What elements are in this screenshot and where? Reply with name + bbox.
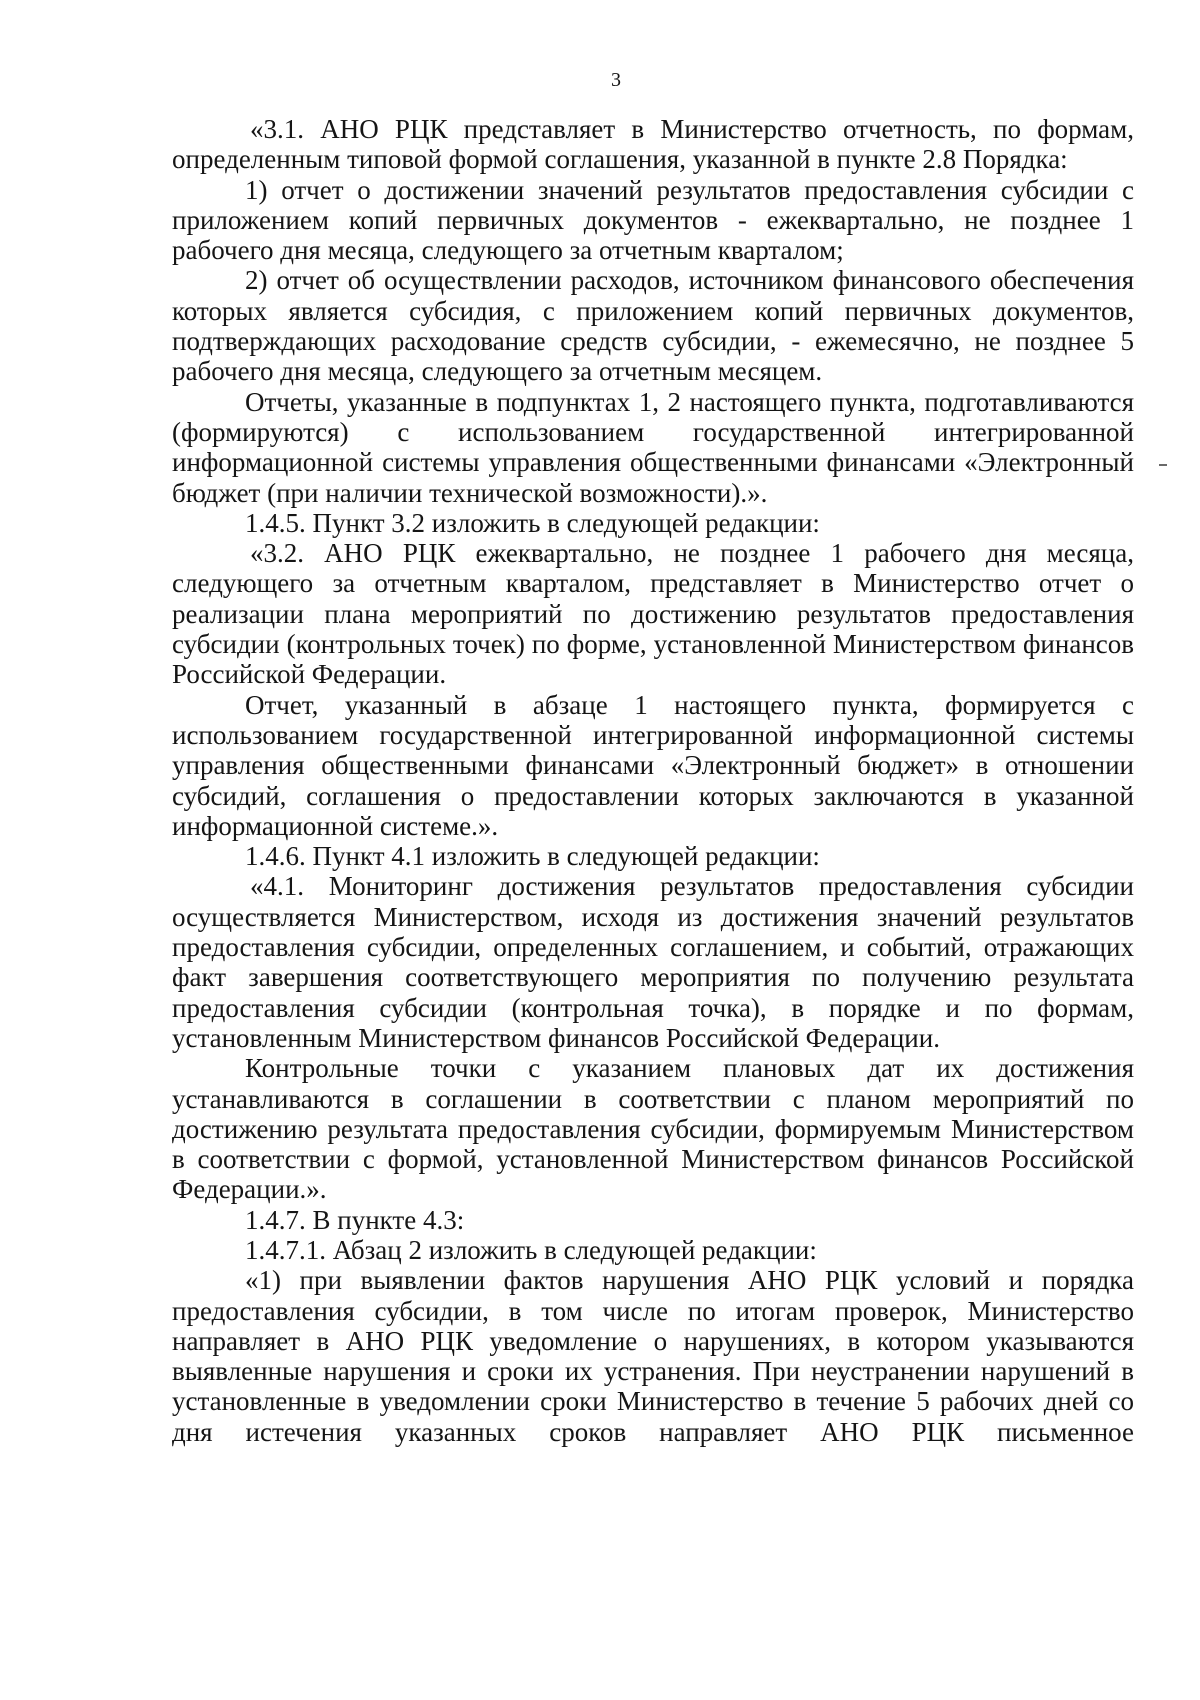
paragraph-item-1: 1) отчет о достижении значений результатов предоставления субсидии с приложением копий первичных документов - ежеквартально, не позднее 1 рабочего дня месяца, следующего за отчетным кварталом;: [172, 174, 1134, 266]
paragraph-3-2: «3.2. АНО РЦК ежеквартально, не позднее 1 рабочего дня месяца, следующего за отчетным кварталом, представляет в Министерство отчет о реализации плана мероприятий по достижению результатов предоставления субсидии (контрольных точек) по форме, установленной Министерством финансов Российской Федерации.: [172, 538, 1134, 690]
paragraph-3-1: «3.1. АНО РЦК представляет в Министерство отчетность, по формам, определенным типовой формой соглашения, указанной в пункте 2.8 Порядка:: [172, 114, 1134, 175]
margin-mark: [1159, 464, 1167, 466]
paragraph-4-1: «4.1. Мониторинг достижения результатов предоставления субсидии осуществляется Министерством, исходя из достижения значений результатов предоставления субсидии, определенных соглашением, и событий, отражающих факт завершения соответствующего мероприятия по получению результата предоставления субсидии (контрольная точка), в порядке и по формам, установленным Министерством финансов Российской Федерации.: [172, 871, 1134, 1053]
paragraph-report-form: Отчет, указанный в абзаце 1 настоящего пункта, формируется с использованием государственной интегрированной информационной системы управления общественными финансами «Электронный бюджет» в отношении субсидий, соглашения о предоставлении которых заключаются в указанной информационной системе.».: [172, 689, 1134, 841]
paragraph-control-points: Контрольные точки с указанием плановых дат их достижения устанавливаются в соглашении в соответствии с планом мероприятий по достижению результата предоставления субсидии, формируемым Министерством в соответствии с формой, установленной Министерством финансов Российской Федерации.».: [172, 1053, 1134, 1205]
paragraph-1-4-7: 1.4.7. В пункте 4.3:: [245, 1204, 465, 1235]
paragraph-1-4-5: 1.4.5. Пункт 3.2 изложить в следующей редакции:: [245, 507, 820, 538]
paragraph-item-2: 2) отчет об осуществлении расходов, источником финансового обеспечения которых является субсидия, с приложением копий первичных документов, подтверждающих расходование средств субсидии, - ежемесячно, не позднее 5 рабочего дня месяца, следующего за отчетным месяцем.: [172, 265, 1134, 387]
document-body: [172, 114, 1134, 1447]
paragraph-1-4-6: 1.4.6. Пункт 4.1 изложить в следующей редакции:: [245, 841, 820, 872]
paragraph-reports: Отчеты, указанные в подпунктах 1, 2 настоящего пункта, подготавливаются (формируются) с использованием государственной интегрированной информационной системы управления общественными финансами «Электронный бюджет (при наличии технической возможности).».: [172, 386, 1134, 508]
paragraph-item-violations: «1) при выявлении фактов нарушения АНО РЦК условий и порядка предоставления субсидии, в том числе по итогам проверок, Министерство направляет в АНО РЦК уведомление о нарушениях, в котором указываются выявленные нарушения и сроки их устранения. При неустранении нарушений в установленные в уведомлении сроки Министерство в течение 5 рабочих дней со дня истечения указанных сроков направляет АНО РЦК письменное: [172, 1265, 1134, 1447]
paragraph-1-4-7-1: 1.4.7.1. Абзац 2 изложить в следующей редакции:: [245, 1234, 817, 1265]
page-number: 3: [611, 69, 621, 91]
